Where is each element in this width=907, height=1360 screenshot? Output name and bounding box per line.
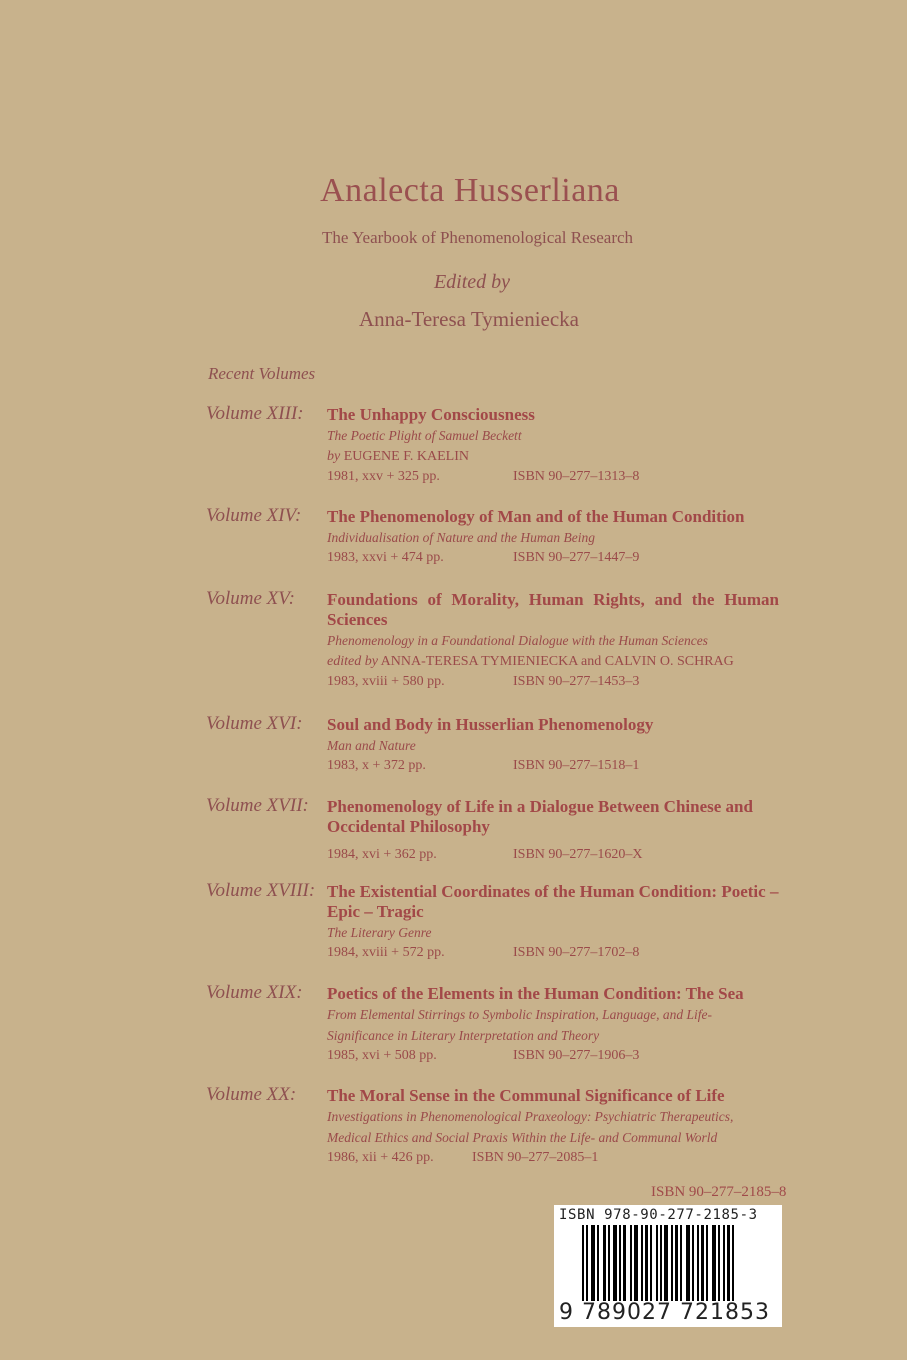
volume-subtitle: The Poetic Plight of Samuel Beckett — [327, 428, 522, 443]
volume-subtitle: Investigations in Phenomenological Praxeology: Psychiatric Therapeutics, Medical Ethics and Social Praxis Within the Life- and Communal World — [327, 1109, 734, 1145]
barcode-digits: 9 789027 721853 — [559, 1300, 770, 1325]
editor-name: Anna-Teresa Tymieniecka — [359, 307, 579, 331]
series-subtitle: The Yearbook of Phenomenological Research — [321, 228, 634, 247]
volume-pages: 1983, xxvi + 474 pp. — [327, 550, 444, 565]
volume-title: Foundations of Morality, Human Rights, and the Human Sciences — [327, 590, 779, 629]
volume-isbn: ISBN 90–277–1518–1 — [513, 758, 640, 773]
volume-title: The Phenomenology of Man and of the Human Condition — [327, 507, 745, 526]
volume-label: Volume XIV: — [206, 505, 302, 526]
volume-pages: 1983, x + 372 pp. — [327, 758, 426, 773]
barcode-bars — [582, 1225, 762, 1301]
volume-label: Volume XIX: — [206, 982, 303, 1003]
volume-pages: 1986, xii + 426 pp. — [327, 1150, 434, 1165]
volume-meta — [327, 672, 779, 692]
volume-pages: 1984, xviii + 572 pp. — [327, 945, 445, 960]
volume-meta — [327, 756, 779, 776]
volume-isbn: ISBN 90–277–1447–9 — [513, 550, 640, 565]
volume-isbn: ISBN 90–277–1453–3 — [513, 674, 640, 689]
volume-title: The Moral Sense in the Communal Significance of Life — [327, 1086, 725, 1105]
volume-author — [327, 447, 779, 467]
recent-volumes-heading: Recent Volumes — [208, 364, 316, 383]
volume-label: Volume XV: — [206, 588, 295, 609]
volume-isbn: ISBN 90–277–2085–1 — [472, 1150, 599, 1165]
volume-title: Phenomenology of Life in a Dialogue Between Chinese and Occidental Philosophy — [327, 797, 753, 836]
edited-by-label: Edited by — [433, 271, 511, 293]
volume-subtitle: Individualisation of Nature and the Human Being — [327, 530, 595, 545]
volume-meta — [327, 943, 779, 963]
volume-label: Volume XVII: — [206, 795, 309, 816]
volume-meta — [327, 845, 779, 865]
volume-title: Poetics of the Elements in the Human Condition: The Sea — [327, 984, 744, 1003]
volume-isbn: ISBN 90–277–1906–3 — [513, 1048, 640, 1063]
volume-subtitle: The Literary Genre — [327, 925, 432, 940]
volume-pages: 1981, xxv + 325 pp. — [327, 469, 440, 484]
volume-subtitle: From Elemental Stirrings to Symbolic Inspiration, Language, and Life-Significance in Literary Interpretation and Theory — [327, 1007, 712, 1043]
volume-pages: 1984, xvi + 362 pp. — [327, 847, 437, 862]
volume-isbn: ISBN 90–277–1620–X — [513, 847, 643, 862]
volume-meta — [327, 467, 779, 487]
barcode-isbn13: ISBN 978-90-277-2185-3 — [559, 1207, 758, 1223]
editor-names: ANNA-TERESA TYMIENIECKA and CALVIN O. SCHRAG — [380, 654, 734, 669]
volume-isbn: ISBN 90–277–1313–8 — [513, 469, 640, 484]
by-prefix: edited by — [327, 654, 378, 669]
series-title: Analecta Husserliana — [320, 172, 620, 209]
volume-title: Soul and Body in Husserlian Phenomenology — [327, 715, 654, 734]
volume-pages: 1985, xvi + 508 pp. — [327, 1048, 437, 1063]
volume-meta — [327, 1148, 779, 1168]
volume-title: The Unhappy Consciousness — [327, 405, 535, 424]
volume-subtitle: Phenomenology in a Foundational Dialogue with the Human Sciences — [327, 633, 708, 648]
volume-subtitle: Man and Nature — [327, 738, 416, 753]
volume-meta — [327, 548, 779, 568]
barcode — [554, 1205, 782, 1327]
by-prefix: by — [327, 449, 341, 464]
volume-label: Volume XX: — [206, 1084, 297, 1105]
author-name: EUGENE F. KAELIN — [343, 449, 469, 464]
volume-label: Volume XVIII: — [206, 880, 316, 901]
volume-pages: 1983, xviii + 580 pp. — [327, 674, 445, 689]
volume-meta — [327, 1046, 779, 1066]
volume-editors — [327, 652, 779, 672]
volume-title: The Existential Coordinates of the Human Condition: Poetic – Epic – Tragic — [327, 882, 779, 921]
book-isbn: ISBN 90–277–2185–8 — [651, 1184, 787, 1200]
volume-label: Volume XIII: — [206, 403, 304, 424]
volume-label: Volume XVI: — [206, 713, 303, 734]
volume-isbn: ISBN 90–277–1702–8 — [513, 945, 640, 960]
